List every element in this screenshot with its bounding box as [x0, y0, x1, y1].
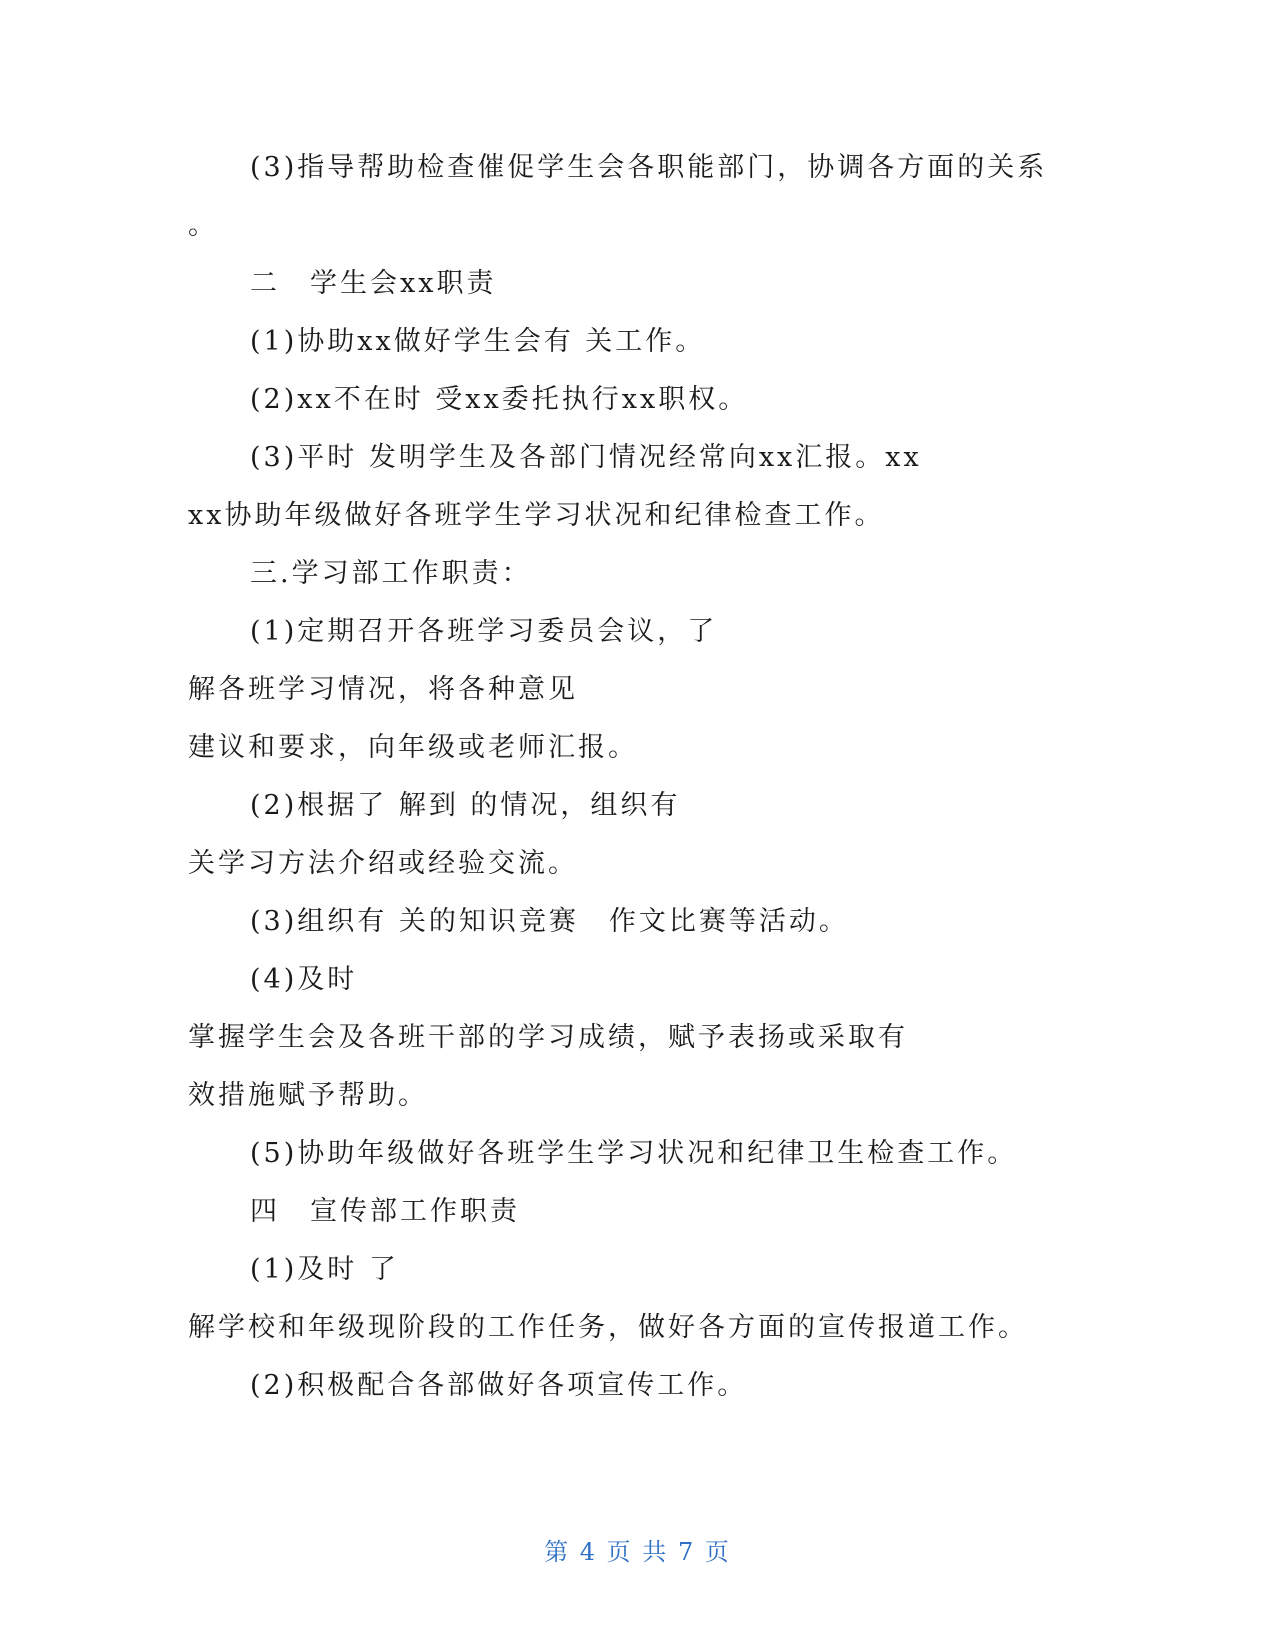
- text-line: 建议和要求，向年级或老师汇报。: [188, 732, 638, 763]
- section-heading: 三.学习部工作职责：: [250, 558, 532, 589]
- text-line: (5)协助年级做好各班学生学习状况和纪律卫生检查工作。: [250, 1138, 1018, 1169]
- text-line: 关学习方法介绍或经验交流。: [188, 848, 578, 879]
- text-line: 。: [188, 210, 218, 241]
- text-line: (3)平时 发明学生及各部门情况经常向xx汇报。xx: [250, 442, 922, 473]
- text-line: (3)组织有 关的知识竞赛 作文比赛等活动。: [250, 906, 849, 937]
- text-line: (1)协助xx做好学生会有 关工作。: [250, 326, 706, 357]
- text-line: 解学校和年级现阶段的工作任务，做好各方面的宣传报道工作。: [188, 1312, 1028, 1343]
- text-line: (3)指导帮助检查催促学生会各职能部门，协调各方面的关系: [250, 152, 1048, 183]
- text-line: (1)定期召开各班学习委员会议，了: [250, 616, 718, 647]
- text-line: (4)及时: [250, 964, 358, 995]
- text-line: xx协助年级做好各班学生学习状况和纪律检查工作。: [188, 500, 885, 531]
- text-line: (1)及时 了: [250, 1254, 399, 1285]
- text-line: (2)xx不在时 受xx委托执行xx职权。: [250, 384, 749, 415]
- text-line: 掌握学生会及各班干部的学习成绩，赋予表扬或采取有: [188, 1022, 908, 1053]
- section-heading: 四 宣传部工作职责: [250, 1196, 520, 1227]
- page-number-footer: 第 4 页 共 7 页: [544, 1538, 731, 1566]
- text-line: (2)根据了 解到 的情况，组织有: [250, 790, 681, 821]
- text-line: 效措施赋予帮助。: [188, 1080, 428, 1111]
- section-heading: 二 学生会xx职责: [250, 268, 497, 299]
- text-line: (2)积极配合各部做好各项宣传工作。: [250, 1370, 748, 1401]
- text-line: 解各班学习情况，将各种意见: [188, 674, 578, 705]
